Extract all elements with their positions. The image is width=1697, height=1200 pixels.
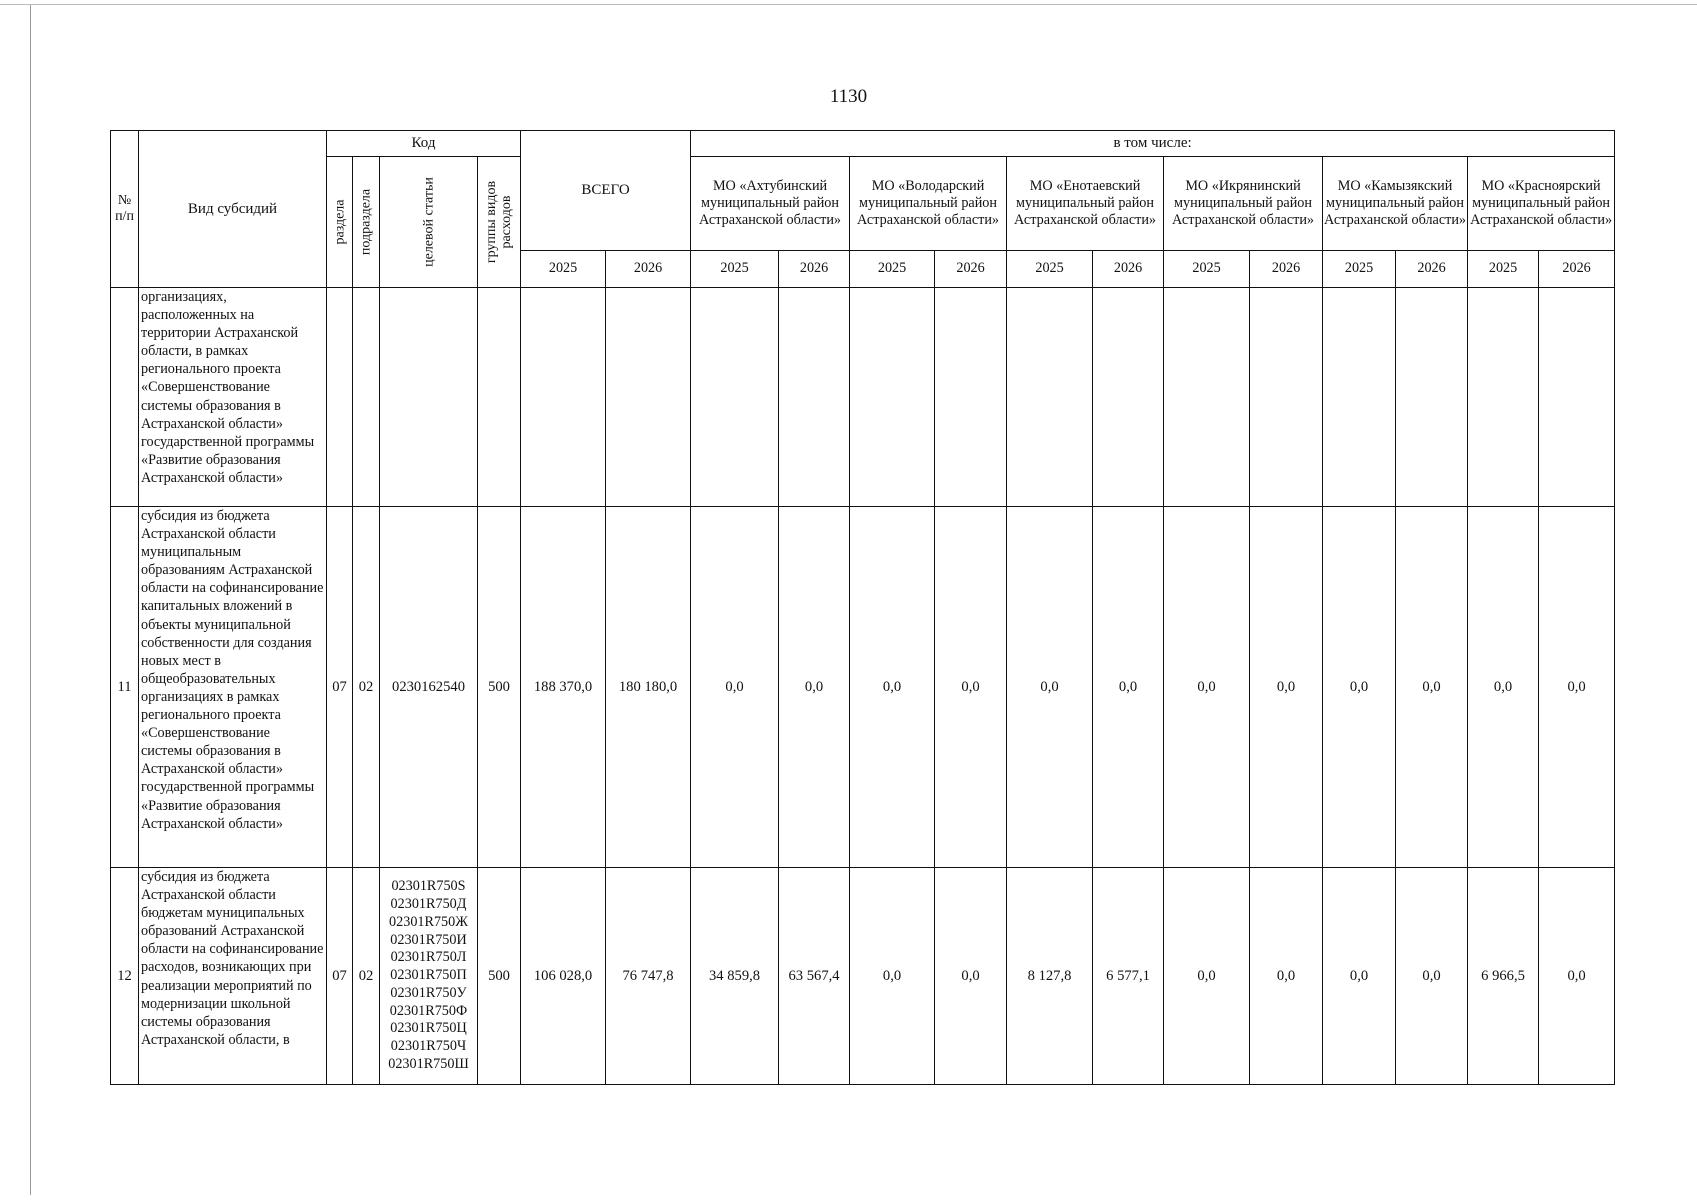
row-value: 0,0 <box>1396 507 1468 868</box>
row-podrazdel: 02 <box>353 868 380 1085</box>
row-total-2025: 188 370,0 <box>521 507 606 868</box>
row-celevaya-list <box>380 868 478 1085</box>
row-total-2026 <box>606 288 691 507</box>
row-value: 8 127,8 <box>1007 868 1093 1085</box>
header-year-2026: 2026 <box>1396 250 1468 287</box>
header-mo-kamyzyaksky: МО «Камызякский муниципальный район Астраханской области» <box>1323 157 1468 251</box>
row-value <box>1468 288 1539 507</box>
celevaya-code: 02301R750Ж <box>389 913 468 930</box>
row-value: 0,0 <box>1539 507 1615 868</box>
scan-edge-top <box>0 4 1697 5</box>
celevaya-code: 02301R750И <box>390 931 467 948</box>
header-year-2025: 2025 <box>1164 250 1250 287</box>
header-year-2025: 2025 <box>691 250 779 287</box>
header-year-2025: 2025 <box>1007 250 1093 287</box>
row-value: 0,0 <box>1093 507 1164 868</box>
row-gruppa <box>478 288 521 507</box>
celevaya-code: 02301R750Ц <box>390 1020 467 1037</box>
row-razdel <box>327 288 353 507</box>
header-year-2025: 2025 <box>1468 250 1539 287</box>
header-mo-ikryaninsky: МО «Икрянинский муниципальный район Астраханской области» <box>1164 157 1323 251</box>
header-mo-akhtubinsky: МО «Ахтубинский муниципальный район Астраханской области» <box>691 157 850 251</box>
header-mo-krasnoyarsky: МО «Красноярский муниципальный район Астраханской области» <box>1468 157 1615 251</box>
header-year-2026: 2026 <box>1093 250 1164 287</box>
header-vsego: ВСЕГО <box>521 131 691 251</box>
row-celevaya: 0230162540 <box>380 507 478 868</box>
page-number: 1130 <box>829 86 868 107</box>
scan-edge-left <box>30 5 31 1195</box>
row-value: 63 567,4 <box>779 868 850 1085</box>
row-value: 0,0 <box>1396 868 1468 1085</box>
row-value: 0,0 <box>850 868 935 1085</box>
row-no: 11 <box>111 507 139 868</box>
row-value: 0,0 <box>691 507 779 868</box>
row-value: 0,0 <box>1468 507 1539 868</box>
celevaya-code: 02301R750Ч <box>390 1038 467 1055</box>
header-kod-podrazdel: подраздела <box>353 157 380 288</box>
table-row <box>111 507 1615 868</box>
header-v-tom-chisle: в том числе: <box>691 131 1615 157</box>
subsidy-table <box>110 130 1615 1085</box>
row-value <box>1250 288 1323 507</box>
row-value <box>1164 288 1250 507</box>
row-value <box>850 288 935 507</box>
row-description: субсидия из бюджета Астраханской области бюджетам муниципальных образований Астраханской области на софинансирование расходов, возникающих при реализации мероприятий по модернизации школьной системы образования Астраханской области, в <box>139 868 327 1085</box>
row-value <box>691 288 779 507</box>
header-year-total-2025: 2025 <box>521 250 606 287</box>
header-year-2026: 2026 <box>1539 250 1615 287</box>
row-no <box>111 288 139 507</box>
row-total-2026: 180 180,0 <box>606 507 691 868</box>
row-value: 6 966,5 <box>1468 868 1539 1085</box>
row-value <box>1323 288 1396 507</box>
celevaya-code: 02301R750П <box>390 967 467 984</box>
header-year-2026: 2026 <box>779 250 850 287</box>
table-row <box>111 288 1615 507</box>
header-kod-razdel: раздела <box>327 157 353 288</box>
row-value <box>1396 288 1468 507</box>
header-year-2026: 2026 <box>1250 250 1323 287</box>
row-total-2025: 106 028,0 <box>521 868 606 1085</box>
row-value <box>1539 288 1615 507</box>
header-row-1 <box>111 131 1615 157</box>
row-value: 0,0 <box>1323 868 1396 1085</box>
header-mo-enotaevsky: МО «Енотаевский муниципальный район Астраханской области» <box>1007 157 1164 251</box>
celevaya-code: 02301R750S <box>391 878 466 895</box>
row-value: 0,0 <box>1539 868 1615 1085</box>
row-razdel: 07 <box>327 507 353 868</box>
row-value <box>1007 288 1093 507</box>
celevaya-code: 02301R750Л <box>390 949 467 966</box>
row-value: 0,0 <box>1250 507 1323 868</box>
row-description: организациях, расположенных на территории Астраханской области, в рамках регионального проекта «Совершенствование системы образования в Астраханской области» государственной программы «Развитие образования Астраханской области» <box>139 288 327 507</box>
row-value: 34 859,8 <box>691 868 779 1085</box>
row-value: 0,0 <box>779 507 850 868</box>
row-value: 0,0 <box>1164 868 1250 1085</box>
header-year-2025: 2025 <box>1323 250 1396 287</box>
row-celevaya <box>380 288 478 507</box>
header-year-2025: 2025 <box>850 250 935 287</box>
celevaya-code: 02301R750У <box>390 984 467 1001</box>
row-total-2026: 76 747,8 <box>606 868 691 1085</box>
row-podrazdel <box>353 288 380 507</box>
row-value: 6 577,1 <box>1093 868 1164 1085</box>
row-value: 0,0 <box>1164 507 1250 868</box>
header-kod: Код <box>327 131 521 157</box>
row-value: 0,0 <box>850 507 935 868</box>
row-value: 0,0 <box>1323 507 1396 868</box>
header-vid-subsidiy: Вид субсидий <box>139 131 327 288</box>
celevaya-code: 02301R750Ш <box>388 1056 469 1073</box>
header-mo-volodarsky: МО «Володарский муниципальный район Астраханской области» <box>850 157 1007 251</box>
header-kod-gruppa: группы видов расходов <box>478 157 521 288</box>
row-value <box>779 288 850 507</box>
table-row <box>111 868 1615 1085</box>
header-row-2 <box>111 157 1615 251</box>
header-no: № п/п <box>111 131 139 288</box>
header-year-2026: 2026 <box>935 250 1007 287</box>
row-no: 12 <box>111 868 139 1085</box>
row-value: 0,0 <box>935 868 1007 1085</box>
row-gruppa: 500 <box>478 507 521 868</box>
row-gruppa: 500 <box>478 868 521 1085</box>
celevaya-code: 02301R750Д <box>390 895 467 912</box>
row-value <box>935 288 1007 507</box>
row-total-2025 <box>521 288 606 507</box>
celevaya-code: 02301R750Ф <box>389 1002 468 1019</box>
row-podrazdel: 02 <box>353 507 380 868</box>
row-value: 0,0 <box>1250 868 1323 1085</box>
row-value: 0,0 <box>1007 507 1093 868</box>
row-razdel: 07 <box>327 868 353 1085</box>
row-description: субсидия из бюджета Астраханской области муниципальным образованиям Астраханской области на софинансирование капитальных вложений в объекты муниципальной собственности для создания новых мест в общеобразовательных организациях в рамках регионального проекта «Совершенствование системы образования в Астраханской области» государственной программы «Развитие образования Астраханской области» <box>139 507 327 868</box>
header-year-total-2026: 2026 <box>606 250 691 287</box>
row-value: 0,0 <box>935 507 1007 868</box>
header-kod-celevaya: целевой статьи <box>380 157 478 288</box>
row-value <box>1093 288 1164 507</box>
